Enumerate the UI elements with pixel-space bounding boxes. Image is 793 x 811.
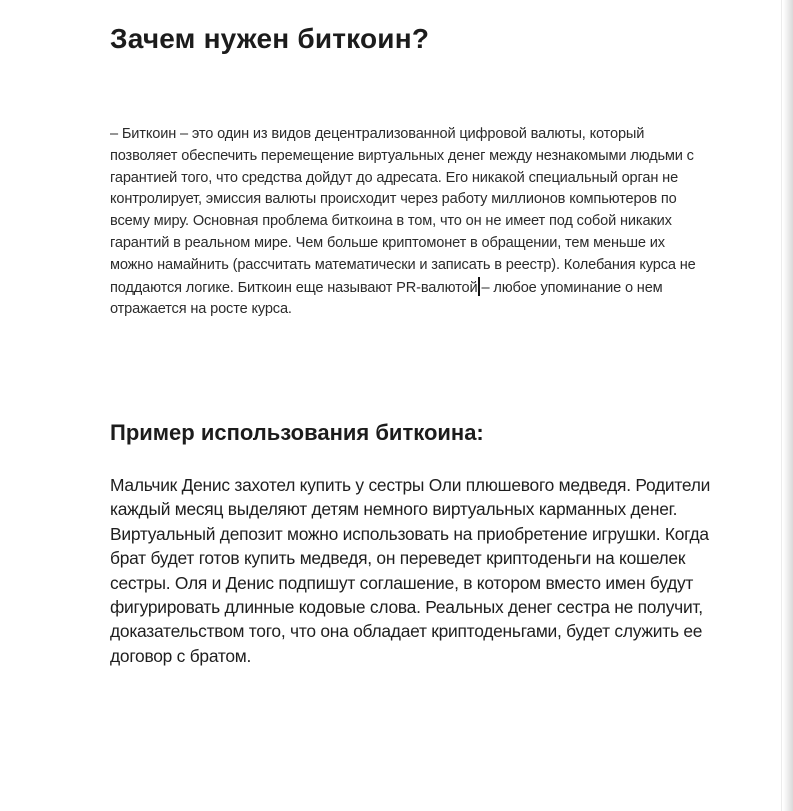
heading-why-bitcoin: Зачем нужен биткоин? [110,23,430,54]
heading-usage-example: Пример использования биткоина: [110,420,484,445]
paragraph-text-before-cursor: – Биткоин – это один из видов децентрализованной цифровой валюты, который позволяет обеспечить перемещение виртуальных денег между незнакомыми людьми с гарантией того, что средства дойдут до адресата. Его никакой специальный орган не контролирует, эмиссия валюты происходит через работу миллионов компьютеров по всему миру. Основная проблема биткоина в том, что он не имеет под собой никаких гарантий в реальном мире. Чем больше криптомонет в обращении, тем меньше их можно намайнить (рассчитать математически и записать в реестр). Колебания курса не поддаются логике. Биткоин еще называют PR-валютой [110,126,696,296]
paragraph-text-after-cursor: – любое упоминание о нем отражается на росте курса. [110,279,663,318]
paragraph-bitcoin-definition[interactable] [110,124,710,321]
page-divider [781,0,782,811]
page-edge-shadow [783,0,793,811]
paragraph-usage-example[interactable]: Мальчик Денис захотел купить у сестры Оли плюшевого медведя. Родители каждый месяц выделяют детям немного виртуальных карманных денег. Виртуальный депозит можно использовать на приобретение игрушки. Когда брат будет готов купить медведя, он переведет криптоденьги на кошелек сестры. Оля и Денис подпишут соглашение, в котором вместо имен будут фигурировать длинные кодовые слова. Реальных денег сестра не получит, доказательством того, что она обладает криптоденьгами, будет служить ее договор с братом. [110,475,711,666]
